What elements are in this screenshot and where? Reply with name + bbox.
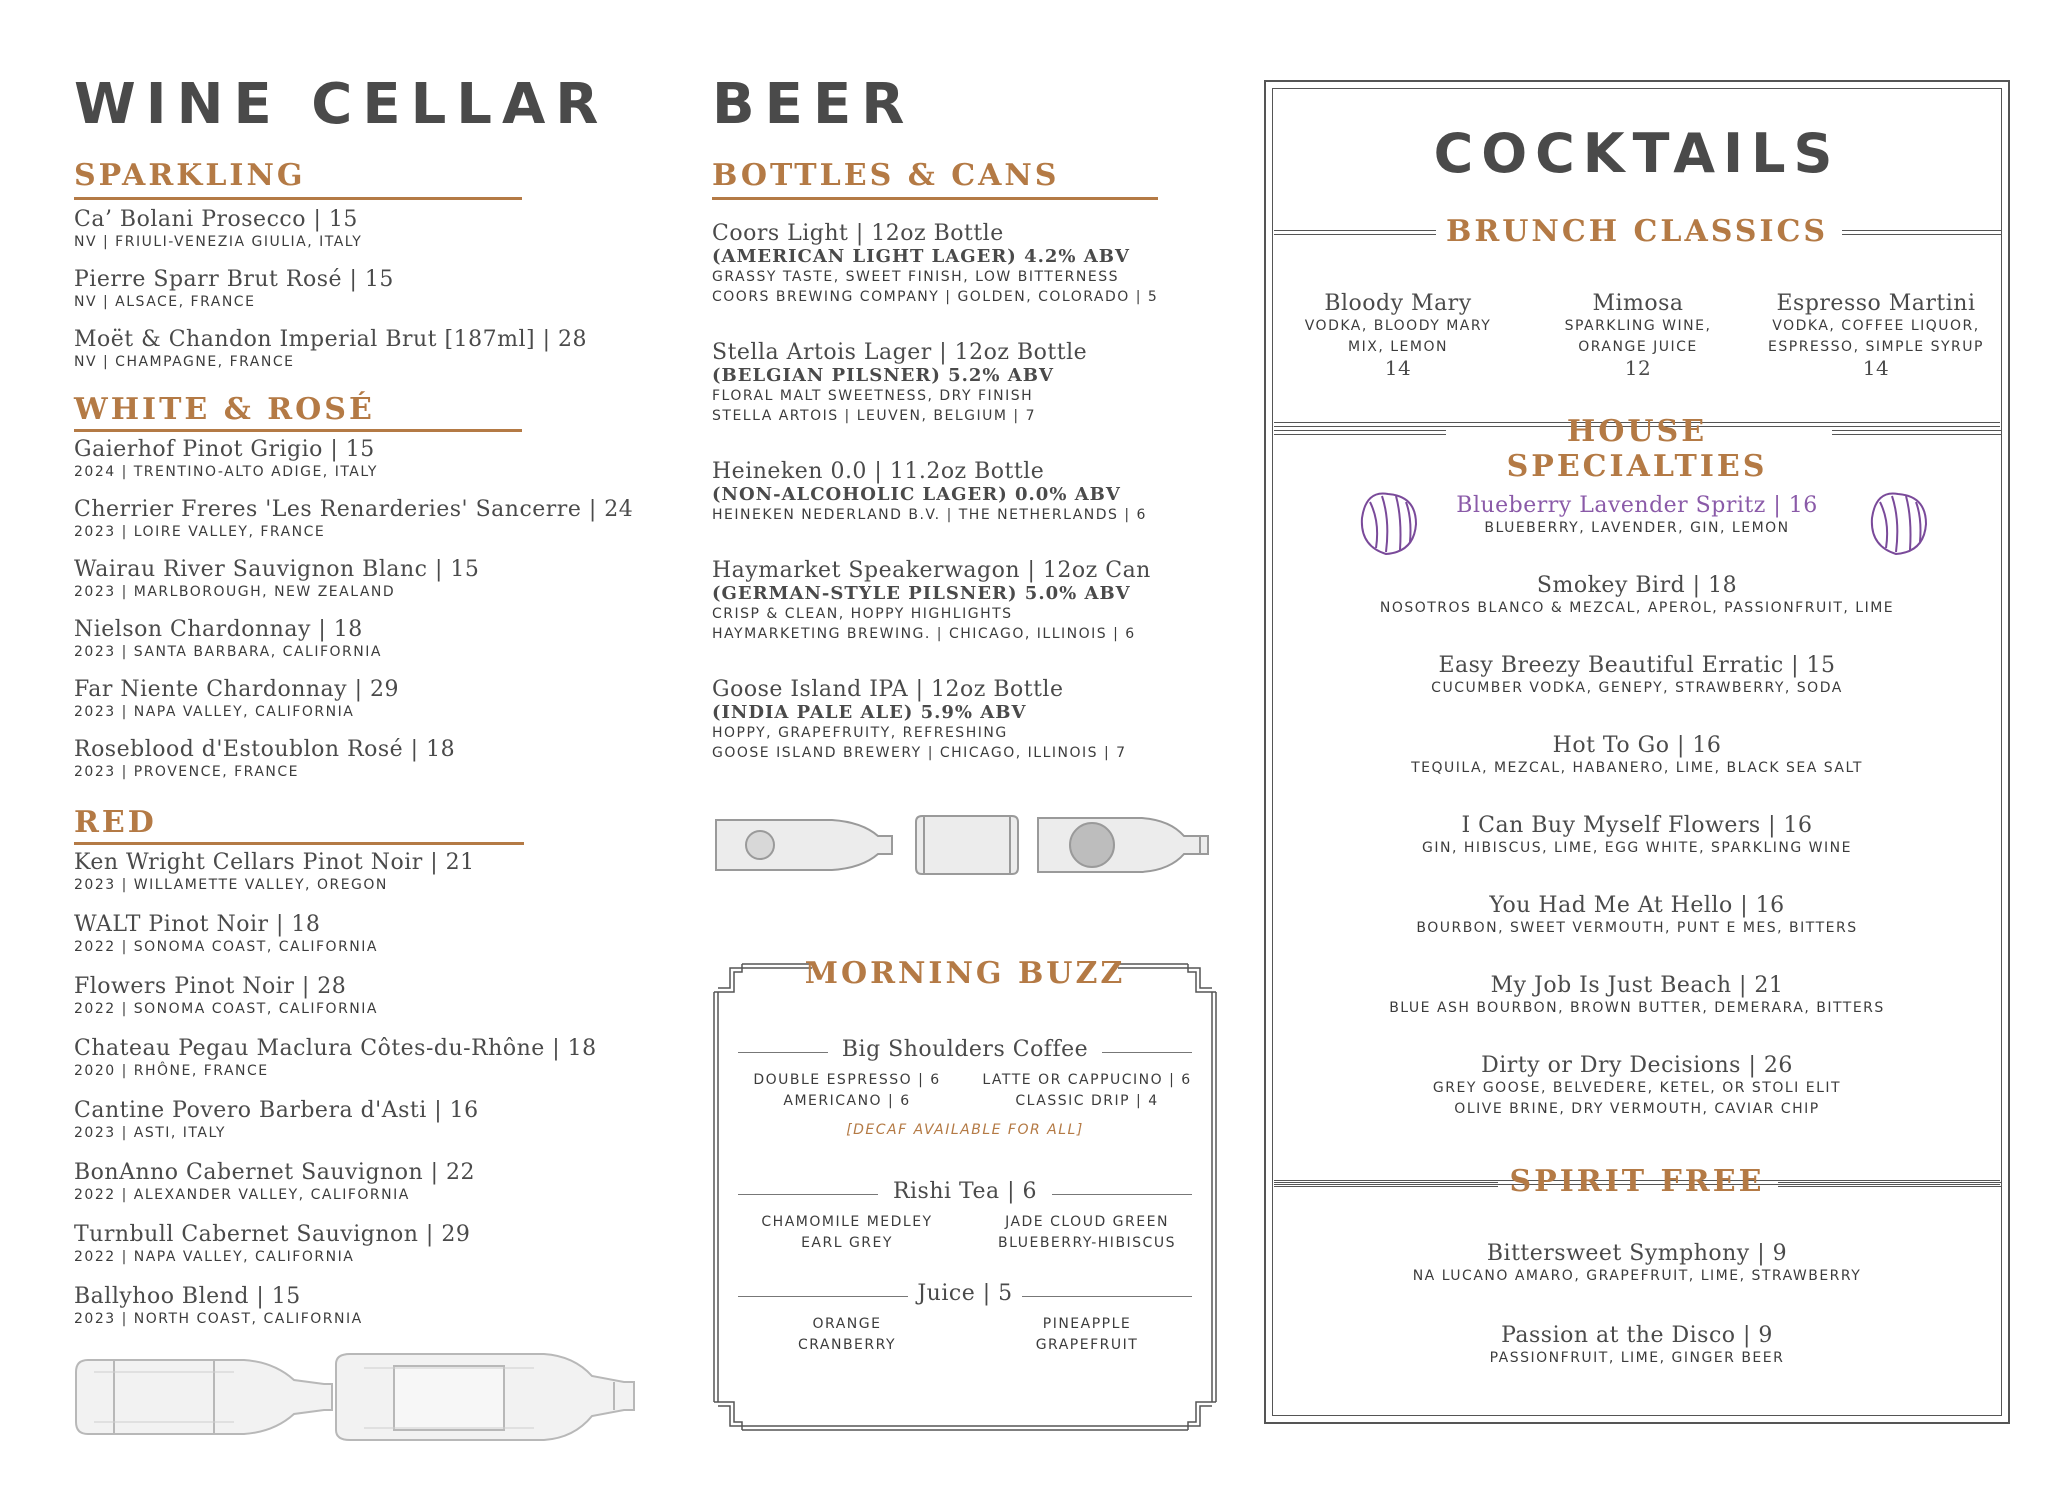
wine-origin: 2023 | PROVENCE, FRANCE [74, 764, 299, 780]
cocktail-price: 14 [1862, 356, 1890, 380]
wine-item [74, 913, 674, 957]
coffee-left-list [742, 1070, 952, 1112]
beer-title: BEER [712, 72, 915, 137]
cocktail-item [1266, 734, 2008, 814]
juice-title: Juice | 5 [917, 1281, 1013, 1306]
divider [1842, 230, 2002, 235]
cocktail-name: Hot To Go | 16 [1552, 733, 1722, 758]
section-rule [74, 842, 524, 845]
wine-item [74, 328, 674, 372]
juice-option: CRANBERRY [797, 1337, 897, 1353]
divider [1274, 1182, 1498, 1187]
tea-left-list [742, 1212, 952, 1254]
wine-origin: 2022 | ALEXANDER VALLEY, CALIFORNIA [74, 1187, 410, 1203]
wine-origin: NV | CHAMPAGNE, FRANCE [74, 354, 295, 370]
cocktail-item [1266, 494, 2008, 574]
beer-notes: CRISP & CLEAN, HOPPY HIGHLIGHTS [712, 606, 1013, 622]
wine-origin: 2022 | NAPA VALLEY, CALIFORNIA [74, 1249, 355, 1265]
coffee-heading [712, 1038, 1218, 1062]
cocktail-desc: ORANGE JUICE [1578, 339, 1698, 355]
wine-origin: 2023 | LOIRE VALLEY, FRANCE [74, 524, 326, 540]
cocktail-desc: VODKA, COFFEE LIQUOR, [1772, 318, 1980, 334]
juice-option: PINEAPPLE [1042, 1316, 1132, 1332]
wine-item [74, 558, 674, 602]
cocktail-desc: BLUE ASH BOURBON, BROWN BUTTER, DEMERARA, BITTERS [1389, 1000, 1885, 1016]
cocktail-item [1266, 1054, 2008, 1134]
beer-item [712, 460, 1232, 525]
wine-item [74, 1099, 674, 1143]
beer-name: Heineken 0.0 | 11.2oz Bottle [712, 459, 1045, 484]
wine-origin: 2023 | WILLAMETTE VALLEY, OREGON [74, 877, 388, 893]
wine-name: Chateau Pegau Maclura Côtes-du-Rhône | 18 [74, 1036, 597, 1061]
juice-option: ORANGE [812, 1316, 882, 1332]
beer-notes: FLORAL MALT SWEETNESS, DRY FINISH [712, 388, 1034, 404]
cocktail-name: You Had Me At Hello | 16 [1489, 893, 1785, 918]
divider [1022, 1296, 1192, 1297]
beer-style: (GERMAN-STYLE PILSNER) 5.0% ABV [712, 583, 1131, 604]
cocktail-item [1266, 974, 2008, 1054]
wine-origin: NV | ALSACE, FRANCE [74, 294, 256, 310]
beer-name: Stella Artois Lager | 12oz Bottle [712, 340, 1088, 365]
wine-item [74, 1285, 674, 1329]
cocktail-item [1266, 654, 2008, 734]
divider [1052, 1194, 1192, 1195]
wine-item [74, 1161, 674, 1205]
wine-name: Roseblood d'Estoublon Rosé | 18 [74, 737, 456, 762]
cocktail-name: Espresso Martini [1776, 291, 1976, 316]
wine-item [74, 618, 674, 662]
beer-style: (INDIA PALE ALE) 5.9% ABV [712, 702, 1027, 723]
wine-name: Ken Wright Cellars Pinot Noir | 21 [74, 850, 475, 875]
cocktail-desc: OLIVE BRINE, DRY VERMOUTH, CAVIAR CHIP [1454, 1101, 1820, 1117]
cocktail-desc: BLUEBERRY, LAVENDER, GIN, LEMON [1484, 520, 1790, 536]
brunch-item-mimosa [1528, 292, 1748, 378]
beer-item [712, 341, 1232, 426]
coffee-title: Big Shoulders Coffee [841, 1037, 1089, 1062]
wine-name: Ca’ Bolani Prosecco | 15 [74, 207, 358, 232]
brunch-item-espresso-martini [1756, 292, 1996, 378]
cocktail-name: My Job Is Just Beach | 21 [1490, 973, 1784, 998]
section-title-white-rose: WHITE & ROSÉ [74, 392, 375, 427]
cocktail-desc: MIX, LEMON [1348, 339, 1448, 355]
divider [1832, 430, 2002, 435]
wine-item [74, 498, 674, 542]
white-rose-section [74, 392, 674, 798]
beer-style: (AMERICAN LIGHT LAGER) 4.2% ABV [712, 246, 1130, 267]
juice-left-list [742, 1314, 952, 1356]
divider [738, 1194, 878, 1195]
decaf-note: [DECAF AVAILABLE FOR ALL] [846, 1122, 1084, 1138]
divider [1778, 1182, 2002, 1187]
coffee-option: LATTE OR CAPPUCINO | 6 [982, 1072, 1192, 1088]
wine-item [74, 738, 674, 782]
coffee-option: CLASSIC DRIP | 4 [1015, 1093, 1159, 1109]
cocktail-desc: ESPRESSO, SIMPLE SYRUP [1768, 339, 1984, 355]
wine-name: WALT Pinot Noir | 18 [74, 912, 321, 937]
wine-cellar-title: WINE CELLAR [74, 72, 609, 137]
wine-item [74, 975, 674, 1019]
section-rule [712, 197, 1158, 200]
divider [738, 1296, 908, 1297]
tea-heading [712, 1180, 1218, 1204]
section-rule [74, 429, 522, 432]
cocktail-name: Dirty or Dry Decisions | 26 [1481, 1053, 1793, 1078]
cocktail-item [1266, 1242, 2008, 1324]
wine-name: Turnbull Cabernet Sauvignon | 29 [74, 1222, 471, 1247]
wine-name: Pierre Sparr Brut Rosé | 15 [74, 267, 394, 292]
cocktail-desc: TEQUILA, MEZCAL, HABANERO, LIME, BLACK SEA SALT [1411, 760, 1863, 776]
beer-item [712, 222, 1232, 307]
section-rule [74, 197, 522, 200]
cocktail-item [1266, 894, 2008, 974]
cocktail-name: Passion at the Disco | 9 [1501, 1323, 1773, 1348]
cocktail-item [1266, 814, 2008, 894]
wine-origin: 2020 | RHÔNE, FRANCE [74, 1063, 269, 1079]
wine-item [74, 851, 674, 895]
coffee-right-list [974, 1070, 1200, 1112]
morning-buzz-title: MORNING BUZZ [804, 956, 1126, 991]
section-title-spirit-free: SPIRIT FREE [1509, 1164, 1765, 1199]
wine-item [74, 438, 674, 482]
beer-bottles-illustration [712, 812, 1222, 878]
juice-option: GRAPEFRUIT [1035, 1337, 1139, 1353]
wine-name: Wairau River Sauvignon Blanc | 15 [74, 557, 480, 582]
cocktail-desc: BOURBON, SWEET VERMOUTH, PUNT E MES, BITTERS [1416, 920, 1858, 936]
beer-name: Haymarket Speakerwagon | 12oz Can [712, 558, 1151, 583]
cocktail-price: 14 [1384, 356, 1412, 380]
beer-origin: COORS BREWING COMPANY | GOLDEN, COLORADO | 5 [712, 289, 1159, 305]
tea-option: EARL GREY [801, 1235, 893, 1251]
beer-style: (BELGIAN PILSNER) 5.2% ABV [712, 365, 1054, 386]
wine-name: Far Niente Chardonnay | 29 [74, 677, 399, 702]
coffee-option: AMERICANO | 6 [783, 1093, 911, 1109]
wine-name: Flowers Pinot Noir | 28 [74, 974, 347, 999]
beer-item [712, 559, 1232, 644]
cocktails-panel [1264, 80, 2010, 1424]
wine-origin: NV | FRIULI-VENEZIA GIULIA, ITALY [74, 234, 363, 250]
wine-name: Ballyhoo Blend | 15 [74, 1284, 301, 1309]
divider [1274, 230, 1436, 235]
coffee-option: DOUBLE ESPRESSO | 6 [753, 1072, 941, 1088]
beer-name: Coors Light | 12oz Bottle [712, 221, 1004, 246]
wine-origin: 2022 | SONOMA COAST, CALIFORNIA [74, 939, 378, 955]
cocktail-item [1266, 574, 2008, 654]
beer-origin: STELLA ARTOIS | LEUVEN, BELGIUM | 7 [712, 408, 1036, 424]
beer-origin: GOOSE ISLAND BREWERY | CHICAGO, ILLINOIS | 7 [712, 745, 1127, 761]
cocktail-desc: VODKA, BLOODY MARY [1304, 318, 1492, 334]
tea-option: JADE CLOUD GREEN [1005, 1214, 1169, 1230]
wine-name: Cantine Povero Barbera d'Asti | 16 [74, 1098, 479, 1123]
wine-name: Gaierhof Pinot Grigio | 15 [74, 437, 375, 462]
cocktail-name: Smokey Bird | 18 [1536, 573, 1738, 598]
cocktail-desc: CUCUMBER VODKA, GENEPY, STRAWBERRY, SODA [1431, 680, 1843, 696]
cocktail-item [1266, 1324, 2008, 1369]
wine-origin: 2023 | NAPA VALLEY, CALIFORNIA [74, 704, 355, 720]
morning-buzz-box [712, 956, 1218, 1432]
wine-origin: 2023 | MARLBOROUGH, NEW ZEALAND [74, 584, 396, 600]
cocktails-title: COCKTAILS [1433, 122, 1841, 185]
cocktail-price: 12 [1624, 356, 1652, 380]
tea-right-list [974, 1212, 1200, 1254]
bottles-cans-section [712, 158, 1232, 797]
section-title-sparkling: SPARKLING [74, 158, 306, 193]
wine-name: Cherrier Freres 'Les Renarderies' Sancerre | 24 [74, 497, 634, 522]
beer-notes: GRASSY TASTE, SWEET FINISH, LOW BITTERNESS [712, 269, 1119, 285]
section-title-red: RED [74, 805, 157, 840]
cocktail-name: Blueberry Lavender Spritz | 16 [1456, 493, 1818, 518]
wine-item [74, 268, 674, 312]
spirit-free-list [1266, 1242, 2008, 1369]
beer-style: (NON-ALCOHOLIC LAGER) 0.0% ABV [712, 484, 1121, 505]
beer-name: Goose Island IPA | 12oz Bottle [712, 677, 1064, 702]
beer-notes: HOPPY, GRAPEFRUITY, REFRESHING [712, 725, 1008, 741]
brunch-item-bloody-mary [1288, 292, 1508, 378]
section-title-house-specialties: HOUSE SPECIALTIES [1506, 414, 1768, 484]
wine-item [74, 208, 674, 252]
beer-notes: HEINEKEN NEDERLAND B.V. | THE NETHERLANDS | 6 [712, 507, 1147, 523]
wine-origin: 2022 | SONOMA COAST, CALIFORNIA [74, 1001, 378, 1017]
wine-item [74, 678, 674, 722]
wine-name: BonAnno Cabernet Sauvignon | 22 [74, 1160, 476, 1185]
cocktail-name: Bloody Mary [1324, 291, 1472, 316]
cocktail-name: Easy Breezy Beautiful Erratic | 15 [1438, 653, 1836, 678]
section-title-bottles-cans: BOTTLES & CANS [712, 158, 1060, 193]
cocktail-desc: PASSIONFRUIT, LIME, GINGER BEER [1489, 1350, 1785, 1366]
cocktail-desc: SPARKLING WINE, [1564, 318, 1712, 334]
juice-heading [712, 1282, 1218, 1306]
wine-origin: 2023 | NORTH COAST, CALIFORNIA [74, 1311, 363, 1327]
wine-origin: 2023 | SANTA BARBARA, CALIFORNIA [74, 644, 382, 660]
divider [1102, 1052, 1192, 1053]
wine-name: Moët & Chandon Imperial Brut [187ml] | 28 [74, 327, 587, 352]
wine-item [74, 1223, 674, 1267]
wine-bottles-illustration [74, 1352, 644, 1442]
cocktail-name: I Can Buy Myself Flowers | 16 [1461, 813, 1813, 838]
tea-option: BLUEBERRY-HIBISCUS [998, 1235, 1176, 1251]
divider [1274, 430, 1446, 435]
wine-name: Nielson Chardonnay | 18 [74, 617, 363, 642]
cocktail-name: Bittersweet Symphony | 9 [1486, 1241, 1788, 1266]
beer-item [712, 678, 1232, 763]
house-specialties-list [1266, 494, 2008, 1134]
cocktail-name: Mimosa [1592, 291, 1684, 316]
juice-right-list [974, 1314, 1200, 1356]
red-section [74, 805, 674, 1345]
section-title-brunch-classics: BRUNCH CLASSICS [1445, 214, 1829, 249]
sparkling-section [74, 158, 674, 388]
wine-origin: 2023 | ASTI, ITALY [74, 1125, 226, 1141]
cocktail-desc: GIN, HIBISCUS, LIME, EGG WHITE, SPARKLING WINE [1422, 840, 1852, 856]
wine-item [74, 1037, 674, 1081]
tea-option: CHAMOMILE MEDLEY [761, 1214, 933, 1230]
cocktail-desc: NA LUCANO AMARO, GRAPEFRUIT, LIME, STRAWBERRY [1412, 1268, 1862, 1284]
divider [738, 1052, 828, 1053]
cocktail-desc: NOSOTROS BLANCO & MEZCAL, APEROL, PASSIONFRUIT, LIME [1379, 600, 1895, 616]
cocktail-desc: GREY GOOSE, BELVEDERE, KETEL, OR STOLI ELIT [1432, 1080, 1842, 1096]
wine-origin: 2024 | TRENTINO-ALTO ADIGE, ITALY [74, 464, 378, 480]
beer-origin: HAYMARKETING BREWING. | CHICAGO, ILLINOIS | 6 [712, 626, 1136, 642]
tea-title: Rishi Tea | 6 [892, 1179, 1038, 1204]
